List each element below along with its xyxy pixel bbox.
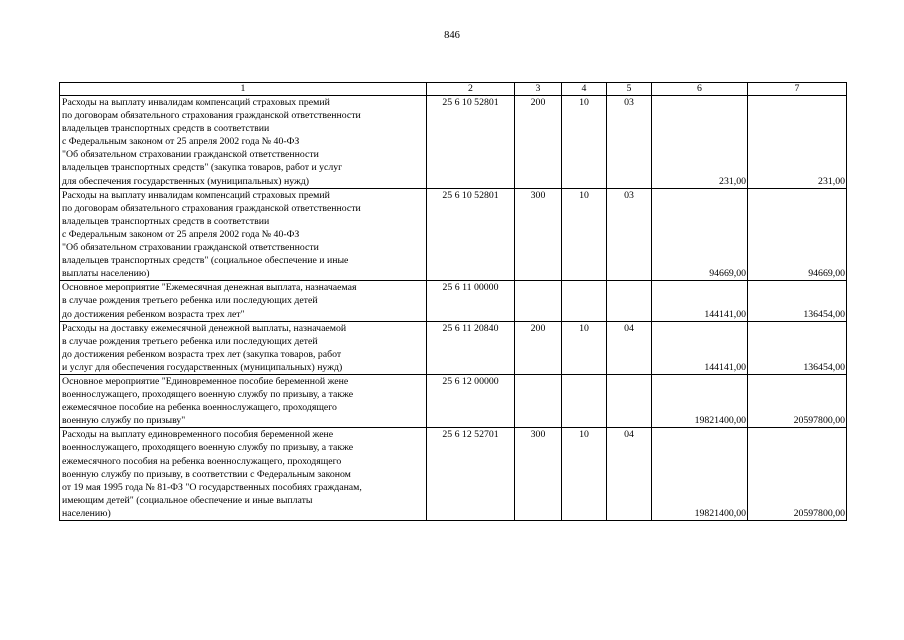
amount-col7: 231,00 xyxy=(748,96,847,189)
expense-name: Основное мероприятие "Единовременное пособие беременной жене военнослужащего, проходящего военную службу по призыву, а также ежемесячное пособие на ребенка военнослужащего, проходящего военную службу по призыву" xyxy=(60,374,427,427)
subsection-code xyxy=(607,374,652,427)
section-code: 10 xyxy=(562,96,607,189)
expense-type-code: 300 xyxy=(515,428,562,521)
amount-col6: 19821400,00 xyxy=(652,374,748,427)
column-header: 4 xyxy=(562,83,607,96)
amount-col6: 94669,00 xyxy=(652,188,748,281)
target-article-code: 25 6 10 52801 xyxy=(427,188,515,281)
expense-type-code xyxy=(515,374,562,427)
column-header: 1 xyxy=(60,83,427,96)
expense-name: Расходы на выплату инвалидам компенсаций страховых премий по договорам обязательного страхования гражданской ответственности владельцев транспортных средств в соответствии с Федеральным законом от 25 апреля 2002 года № 40-ФЗ "Об обязательном страховании гражданской ответственности владельцев транспортных средств" (закупка товаров, работ и услуг для обеспечения государственных (муниципальных) нужд) xyxy=(60,96,427,189)
table-row xyxy=(60,321,847,374)
expense-name: Расходы на выплату единовременного пособия беременной жене военнослужащего, проходящего военную службу по призыву, а также ежемесячного пособия на ребенка военнослужащего, проходящего военную службу по призыву, в соответствии с Федеральным законом от 19 мая 1995 года № 81-ФЗ "О государственных пособиях гражданам, имеющим детей" (социальное обеспечение и иные выплаты населению) xyxy=(60,428,427,521)
amount-col7: 20597800,00 xyxy=(748,374,847,427)
expense-name: Расходы на доставку ежемесячной денежной выплаты, назначаемой в случае рождения третьего ребенка или последующих детей до достижения ребенком возраста трех лет (закупка товаров, работ и услуг для обеспечения государственных (муниципальных) нужд) xyxy=(60,321,427,374)
target-article-code: 25 6 12 00000 xyxy=(427,374,515,427)
expense-name: Расходы на выплату инвалидам компенсаций страховых премий по договорам обязательного страхования гражданской ответственности владельцев транспортных средств в соответствии с Федеральным законом от 25 апреля 2002 года № 40-ФЗ "Об обязательном страховании гражданской ответственности владельцев транспортных средств" (социальное обеспечение и иные выплаты населению) xyxy=(60,188,427,281)
section-code: 10 xyxy=(562,188,607,281)
target-article-code: 25 6 11 20840 xyxy=(427,321,515,374)
amount-col7: 136454,00 xyxy=(748,321,847,374)
amount-col6: 144141,00 xyxy=(652,281,748,321)
section-code xyxy=(562,374,607,427)
subsection-code xyxy=(607,281,652,321)
amount-col7: 136454,00 xyxy=(748,281,847,321)
table-row xyxy=(60,428,847,521)
header-row xyxy=(60,83,847,96)
expense-type-code: 200 xyxy=(515,96,562,189)
expense-name: Основное мероприятие "Ежемесячная денежная выплата, назначаемая в случае рождения третьего ребенка или последующих детей до достижения ребенком возраста трех лет" xyxy=(60,281,427,321)
column-header: 6 xyxy=(652,83,748,96)
column-header: 2 xyxy=(427,83,515,96)
table-row xyxy=(60,374,847,427)
subsection-code: 04 xyxy=(607,321,652,374)
amount-col6: 231,00 xyxy=(652,96,748,189)
expense-type-code xyxy=(515,281,562,321)
column-header: 7 xyxy=(748,83,847,96)
target-article-code: 25 6 11 00000 xyxy=(427,281,515,321)
column-header: 5 xyxy=(607,83,652,96)
column-header: 3 xyxy=(515,83,562,96)
target-article-code: 25 6 12 52701 xyxy=(427,428,515,521)
section-code: 10 xyxy=(562,428,607,521)
expense-type-code: 200 xyxy=(515,321,562,374)
section-code: 10 xyxy=(562,321,607,374)
subsection-code: 03 xyxy=(607,96,652,189)
target-article-code: 25 6 10 52801 xyxy=(427,96,515,189)
table-row xyxy=(60,96,847,189)
amount-col6: 19821400,00 xyxy=(652,428,748,521)
table-row xyxy=(60,281,847,321)
budget-table xyxy=(59,82,847,521)
table-row xyxy=(60,188,847,281)
subsection-code: 03 xyxy=(607,188,652,281)
page-number: 846 xyxy=(444,30,460,41)
subsection-code: 04 xyxy=(607,428,652,521)
amount-col6: 144141,00 xyxy=(652,321,748,374)
expense-type-code: 300 xyxy=(515,188,562,281)
section-code xyxy=(562,281,607,321)
amount-col7: 20597800,00 xyxy=(748,428,847,521)
amount-col7: 94669,00 xyxy=(748,188,847,281)
